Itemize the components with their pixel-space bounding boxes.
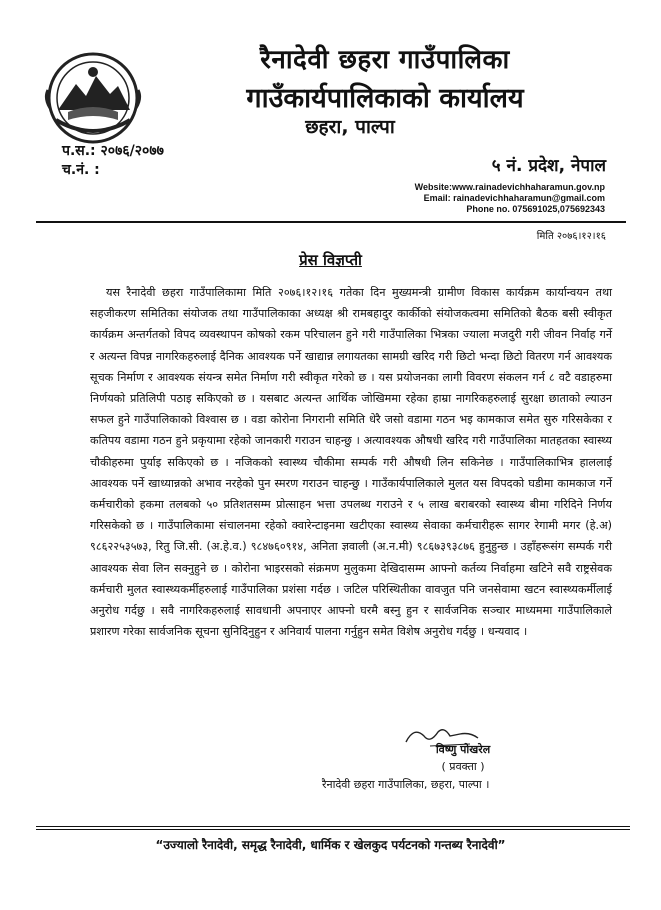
signatory-office: रैनादेवी छहरा गाउँपालिका, छहरा, पाल्पा । — [322, 778, 490, 791]
signatory-role: ( प्रवक्ता ) — [441, 760, 485, 773]
municipality-name: रैनादेवी छहरा गाउँपालिका — [260, 45, 510, 75]
email-text: Email: rainadevichhaharamun@gmail.com — [423, 193, 605, 203]
heading-wrapper — [0, 250, 661, 270]
website-text: Website:www.rainadevichhaharamun.gov.np — [414, 182, 605, 192]
dispatch-number: च.नं. : — [62, 162, 100, 178]
reference-number: प.स.: २०७६/२०७७ — [62, 143, 164, 159]
document-heading: प्रेस विज्ञप्ती — [299, 251, 362, 269]
document-date: मिति २०७६।१२।१६ — [536, 231, 606, 242]
nepal-government-emblem — [38, 50, 148, 146]
office-name: गाउँकार्यपालिकाको कार्यालय — [246, 83, 524, 114]
signatory-name: विष्णु पोखरेल — [435, 743, 491, 756]
footer-divider-bottom — [36, 829, 630, 830]
contact-block — [285, 182, 605, 215]
body-text-block — [90, 282, 612, 642]
header-divider — [36, 221, 626, 223]
office-location: छहरा, पाल्पा — [305, 116, 395, 138]
phone-text: Phone no. 075691025,075692343 — [466, 204, 605, 214]
body-paragraph: यस रैनादेवी छहरा गाउँपालिकामा मिति २०७६।१२।१६ गतेका दिन मुख्यमन्त्री ग्रामीण विकास कार्यक्रम कार्यान्वयन तथा सहजीकरण समितिका संयोजक तथा गाउँपालिकाका अध्यक्ष श्री रामबहादुर कार्कीको संयोजकत्वमा समितिको बैठक बसी स्वीकृत कार्यक्रम अन्तर्गतको विपद व्यवस्थापन कोषको रकम परिचालन हुने गरी गाउँपालिका भित्रका ज्याला मजदुरी गरी जीवन निर्वाह गर्ने र अत्यन्त विपन्न नागरिकहरुलाई दैनिक आवश्यक पर्ने खाद्यान्न लगायतका सामग्री खरिद गरी छिटो भन्दा छिटो वितरण गर्न आवश्यक सूचक निर्माण र आवश्यक संयन्त्र समेत निर्माण गरी स्वीकृत गरेको छ । यस प्रयोजनका लागी विवरण संकलन गर्न ८ वटै वडाहरुमा निर्णयको प्रतिलिपी पठाइ सकिएको छ । यसबाट अत्यन्त आर्थिक जोखिममा रहेका हाम्रा नागरिकहरुलाई सुरक्षा छाताको ल्याउन सफल हुने गाउँपालिकाको विश्वास छ । वडा कोरोना निगरानी समिति धेरै जसो वडामा गठन भइ कामकाज समेत सुरु गरिसकेका र कतिपय वडामा गठन हुने प्रकृयामा रहेको जानकारी गराउन चाहन्छु । अत्यावश्यक औषधी खरिद गरी गाउँपालिका मातहतका स्वास्थ्य चौकीहरुमा पुर्याइ सकिएको छ । नजिकको स्वास्थ्य चौकीमा सम्पर्क गरी औषधी लिन सकिनेछ । गाउँपालिकाभित्र हाललाई आवश्यक पर्ने खाध्यान्नको अभाव नरहेको पुन स्मरण गराउन चाहन्छु । गाउँकार्यपालिकाले मुलत यस विपदको घडीमा कामकाज गर्ने कर्मचारीको हकमा तलबको ५० प्रतिशतसम्म प्रोत्साहन भत्ता उपलब्ध गराउने र ५ लाख बराबरको स्वास्थ्य बीमा गरिदिने निर्णय गरिसकेको छ । गाउँपालिकामा संचालनमा रहेको क्वारेन्टाइनमा खटीएका स्वास्थ्य सेवाका कर्मचारीहरू सागर रेगामी मगर (हे.अ) ९८६२२५३५७३, रितु जि.सी. (अ.हे.व.) ९८४७६०९१४, अनिता ज्ञवाली (अ.न.मी) ९८६७३९३८७६ हुनुहुन्छ । उहाँहरूसंग सम्पर्क गरी आवश्यक सेवा लिन सक्नुहुने छ । कोरोना भाइरसको संक्रमण मुलुकमा देखिदासम्म आफ्नो कर्तव्य निर्वाहमा खटिने सवै राष्ट्रसेवक कर्मचारी मुलत स्वास्थ्यकर्मीहरुलाई गाउँपालिका प्रशंसा गर्दछ । जटिल परिस्थितीका वावजुत पनि जनसेवामा खटन स्वास्थ्यकर्मीलाई अनुरोध गर्दछु । सवै नागरिकहरुलाई सावधानी अपनाएर आफ्नो घरमै बस्नु हुन र सार्वजनिक सञ्चार माध्यममा गाउँपालिकाले प्रशारण गरेका सार्वजनिक सूचना सुनिदिनुहुन र अनिवार्य पालना गर्नुहुन समेत विशेष अनुरोध गर्दछु । धन्यवाद । — [90, 286, 612, 639]
province-label: ५ नं. प्रदेश, नेपाल — [491, 156, 606, 176]
footer-divider-top — [36, 826, 630, 827]
footer-slogan: “उज्यालो रैनादेवी, समृद्ध रैनादेवी, धार्मिक र खेलकुद पर्यटनको गन्तब्य रैनादेवी” — [155, 838, 506, 852]
